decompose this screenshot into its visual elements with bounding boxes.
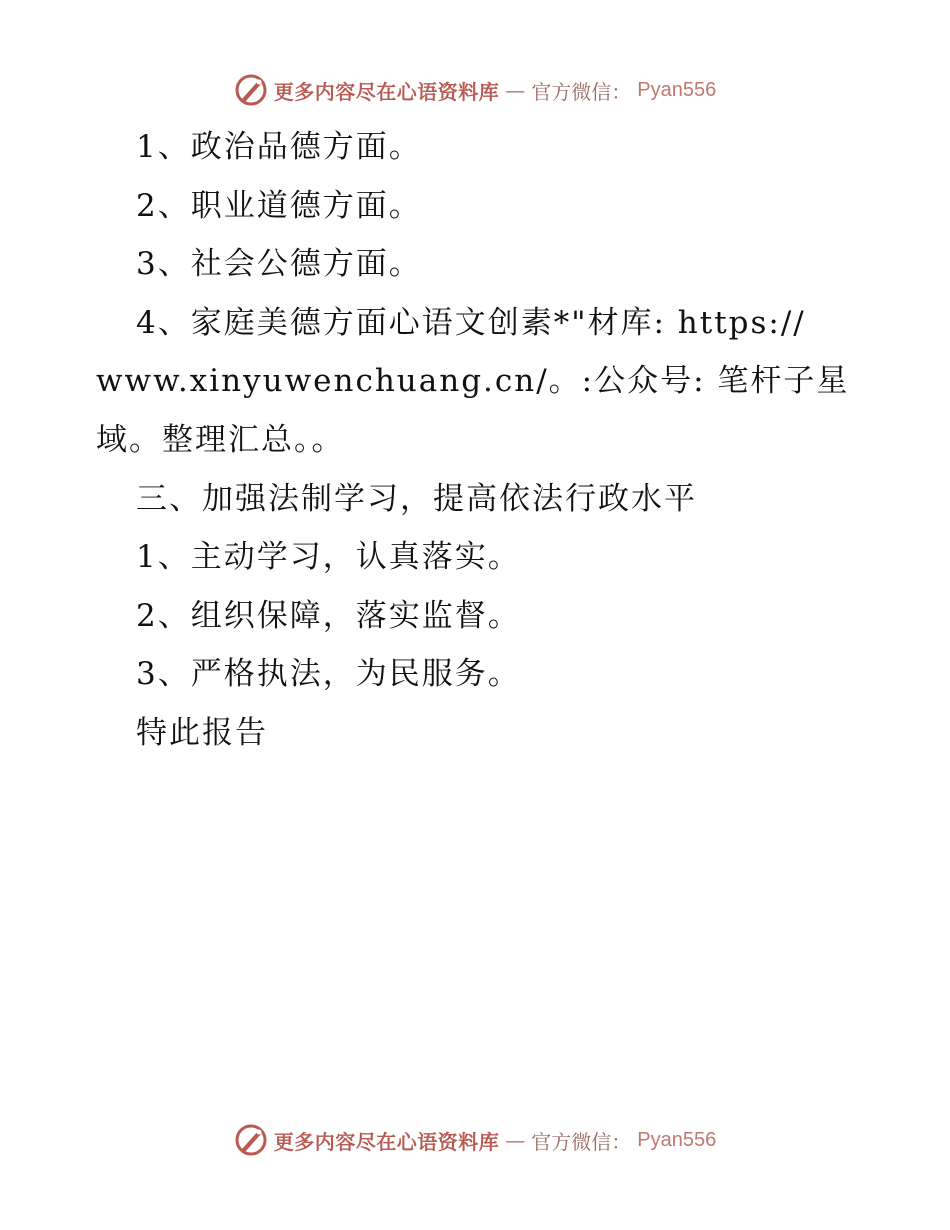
pen-logo-icon (234, 73, 268, 107)
item-active-study: 1、主动学习，认真落实。 (136, 539, 521, 576)
footer-watermark (0, 1120, 950, 1160)
item-strict-enforcement: 3、严格执法，为民服务。 (136, 656, 521, 693)
item-family-virtue: 4、家庭美德方面心语文创素*"材库: https:// (136, 304, 806, 341)
item-professional-ethics: 2、职业道德方面。 (136, 187, 422, 224)
watermark-separator: — (505, 78, 526, 102)
header-watermark (0, 70, 950, 110)
document-body (96, 118, 850, 763)
section-heading-legal-study: 三、加强法制学习，提高依法行政水平 (136, 480, 697, 517)
watermark-text: 更多内容尽在心语资料库 (273, 1129, 500, 1154)
closing-report: 特此报告 (136, 714, 268, 751)
watermark-wechat-id: Pyan556 (637, 78, 717, 101)
watermark-separator: — (505, 1128, 526, 1152)
item-political-morality: 1、政治品德方面。 (136, 129, 422, 165)
watermark-wechat-label: 官方微信： (531, 1129, 632, 1154)
watermark-wechat-id: Pyan556 (637, 1128, 717, 1151)
watermark-text: 更多内容尽在心语资料库 (273, 79, 500, 104)
item-organizational-guarantee: 2、组织保障，落实监督。 (136, 597, 521, 634)
item-social-morality: 3、社会公德方面。 (136, 246, 422, 283)
watermark-wechat-label: 官方微信： (531, 79, 632, 104)
item-family-virtue-end: 域。整理汇总。。 (96, 421, 345, 458)
pen-logo-icon (234, 1123, 268, 1157)
item-family-virtue-cont: www.xinyuwenchuang.cn/。:公众号: 笔杆子星 (96, 363, 850, 400)
